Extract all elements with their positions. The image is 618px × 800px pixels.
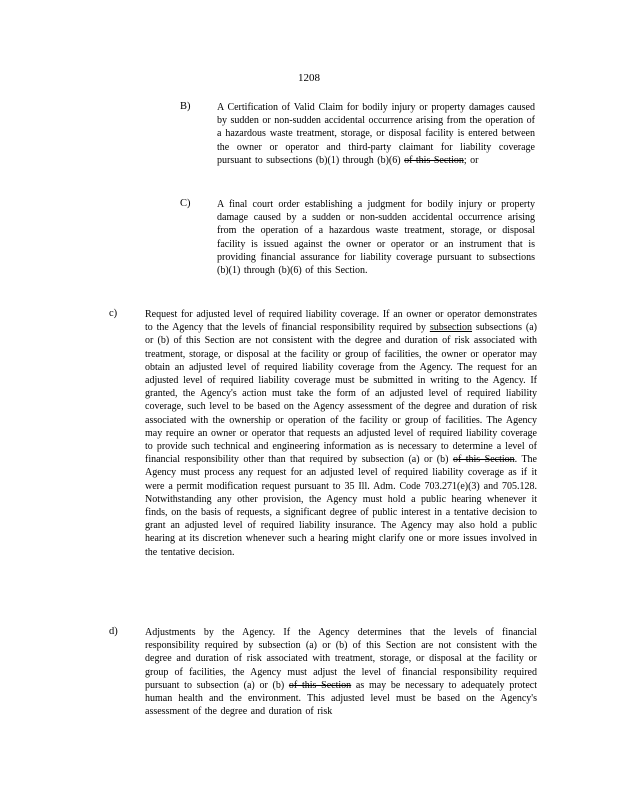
text-segment: ; or <box>463 154 479 166</box>
item-label-d: d) <box>109 626 118 637</box>
struck-text: of this Section <box>288 679 352 691</box>
item-label-b: B) <box>180 101 191 112</box>
item-label-c: C) <box>180 198 191 209</box>
text-segment: A final court order establishing a judgment for bodily injury or property damage caused by a sudden or non-sudden accidental occurrence arising from the operation of a hazardous waste treatment, storage, or disposal facility is issued against the owner or operator or an instrument that is providing financial assurance for liability coverage pursuant to subsections (b)(1) through (b)(6) of this Section. <box>217 199 535 277</box>
paragraph-c <box>217 198 535 277</box>
struck-text: of this Section <box>452 454 515 466</box>
paragraph-b <box>217 101 535 167</box>
text-segment: A Certification of Valid Claim for bodily injury or property damages caused by sudden or non-sudden accidental occurrence arising from the operation of a hazardous waste treatment, storage, or disposal facility is entered between the owner or operator and third-party claimant for liability coverage pursuant to subsections (b)(1) through (b)(6) <box>217 102 535 166</box>
paragraph-c-lower <box>145 308 537 559</box>
text-segment: Request for adjusted level of required liability coverage. If an owner or operator demonstrates to the Agency that the levels of financial responsibility required by <box>145 309 537 334</box>
text-segment: Adjustments by the Agency. If the Agency determines that the levels of financial responsibility required by subsection (a) or (b) of this Section are not consistent with the degree and duration of risk associated with treatment, storage, or disposal at the facility or group of facilities, the Agency must adjust the level of financial responsibility required pursuant to subsection (a) or (b) <box>145 627 537 691</box>
text-segment: as may be necessary to adequately protect human health and the environment. This adjusted level must be based on the Agency's assessment of the degree and duration of risk <box>145 679 537 718</box>
underlined-text: subsection <box>429 322 473 334</box>
paragraph-d <box>145 626 537 718</box>
text-segment: . The Agency must process any request for an adjusted level of required liability coverage as if it were a permit modification request pursuant to 35 Ill. Adm. Code 703.271(e)(3) and 705.128. Notwithstanding any other provision, the Agency must hold a public hearing whenever it finds, on the basis of requests, a significant degree of public interest in a tentative decision to grant an adjusted level of required liability insurance. The Agency may also hold a public hearing at its discretion whenever such a hearing might clarify one or more issues involved in the tentative decision. <box>145 454 537 558</box>
text-segment: subsections (a) or (b) of this Section are not consistent with the degree and duration of risk associated with treatment, storage, or disposal at the facility or group of facilities, the owner or operator may obtain an adjusted level of required liability coverage from the Agency. The request for an adjusted level of required liability coverage must be submitted in writing to the Agency. If granted, the Agency's action must take the form of an adjusted level of required liability coverage, such level to be based on the Agency assessment of the degree and duration of risk associated with the ownership or operation of the facility or group of facilities. The Agency may require an owner or operator that requests an adjusted level of required liability coverage to provide such technical and engineering information as is necessary to determine a level of financial responsibility other than that required by subsection (a) or (b) <box>145 322 537 466</box>
struck-text: of this Section <box>404 154 464 166</box>
page-number: 1208 <box>298 72 320 84</box>
item-label-c-lower: c) <box>109 308 118 319</box>
